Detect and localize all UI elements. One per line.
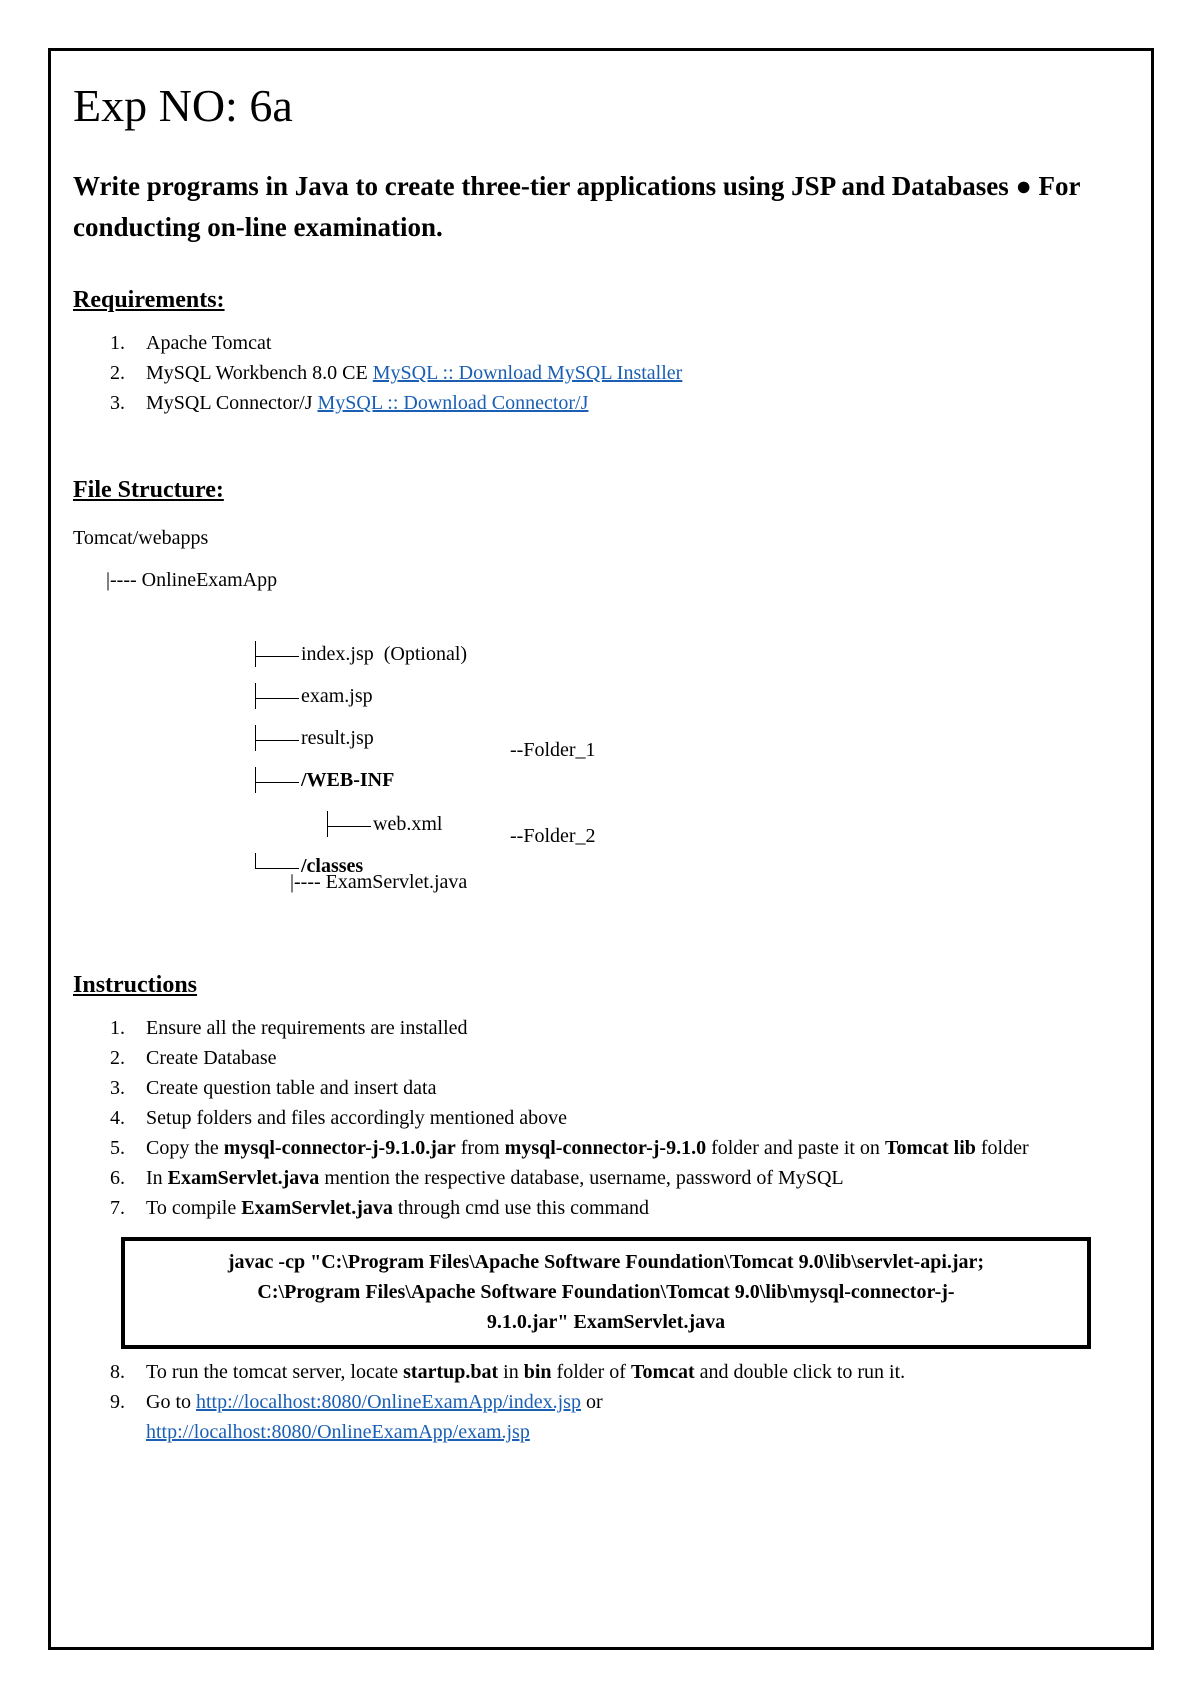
requirements-list: [73, 328, 1133, 418]
tree-root-path: Tomcat/webapps: [73, 527, 209, 549]
tree-node-exam: exam.jsp: [221, 651, 373, 741]
requirements-heading: Requirements:: [73, 287, 225, 313]
tree-node-servlet: |---- ExamServlet.java: [290, 871, 468, 893]
list-item: 5. Copy the mysql-connector-j-9.1.0.jar from mysql-connector-j-9.1.0 folder and paste it on Tomcat lib folder: [110, 1137, 1029, 1159]
file-tree: [73, 553, 1133, 933]
tree-node-index: index.jsp (Optional): [221, 609, 467, 699]
exam-jsp-link[interactable]: http://localhost:8080/OnlineExamApp/exam.jsp: [146, 1421, 530, 1443]
list-item: 9. Go to http://localhost:8080/OnlineExamApp/index.jsp or http://localhost:8080/OnlineExamApp/exam.jsp: [110, 1391, 603, 1443]
list-item: 1. Apache Tomcat: [110, 332, 272, 354]
connector-j-link[interactable]: MySQL :: Download Connector/J: [317, 392, 589, 414]
list-item: 7. To compile ExamServlet.java through cmd use this command: [110, 1197, 649, 1219]
list-item: 1. Ensure all the requirements are installed: [110, 1017, 468, 1039]
tree-note-folder1: --Folder_1: [510, 739, 596, 761]
tree-app-folder: |---- OnlineExamApp: [106, 569, 278, 591]
command-line: 9.1.0.jar" ExamServlet.java: [486, 1311, 726, 1333]
command-line: C:\Program Files\Apache Software Foundation\Tomcat 9.0\lib\mysql-connector-j-: [257, 1281, 955, 1303]
experiment-title: Exp NO: 6a: [73, 80, 293, 131]
instructions-list: [73, 1013, 1133, 1223]
tree-node-webxml: web.xml: [293, 779, 442, 869]
tree-note-folder2: --Folder_2: [510, 825, 596, 847]
list-item: 2. MySQL Workbench 8.0 CE MySQL :: Download MySQL Installer: [110, 362, 683, 384]
compile-command-box: [121, 1237, 1091, 1349]
index-jsp-link[interactable]: http://localhost:8080/OnlineExamApp/index.jsp: [196, 1391, 581, 1413]
instructions-list-continued: [73, 1357, 1133, 1447]
list-item: 2. Create Database: [110, 1047, 277, 1069]
command-line: javac -cp "C:\Program Files\Apache Software Foundation\Tomcat 9.0\lib\servlet-api.jar;: [227, 1251, 985, 1273]
mysql-installer-link[interactable]: MySQL :: Download MySQL Installer: [372, 362, 683, 384]
list-item: 4. Setup folders and files accordingly mentioned above: [110, 1107, 567, 1129]
list-item: 8. To run the tomcat server, locate startup.bat in bin folder of Tomcat and double click to run it.: [110, 1361, 906, 1383]
tree-node-result: result.jsp: [221, 693, 374, 783]
tree-node-webinf: /WEB-INF: [221, 735, 394, 825]
list-item: 6. In ExamServlet.java mention the respective database, username, password of MySQL: [110, 1167, 844, 1189]
file-structure-heading: File Structure:: [73, 477, 224, 503]
list-item: 3. Create question table and insert data: [110, 1077, 437, 1099]
tree-node-classes: /classes: [221, 821, 363, 911]
document-content: [73, 78, 1133, 1447]
instructions-heading: Instructions: [73, 972, 198, 998]
aim-statement: Write programs in Java to create three-tier applications using JSP and Databases ● For conducting on-line examination.: [73, 171, 1081, 242]
list-item: 3. MySQL Connector/J MySQL :: Download Connector/J: [110, 392, 589, 414]
